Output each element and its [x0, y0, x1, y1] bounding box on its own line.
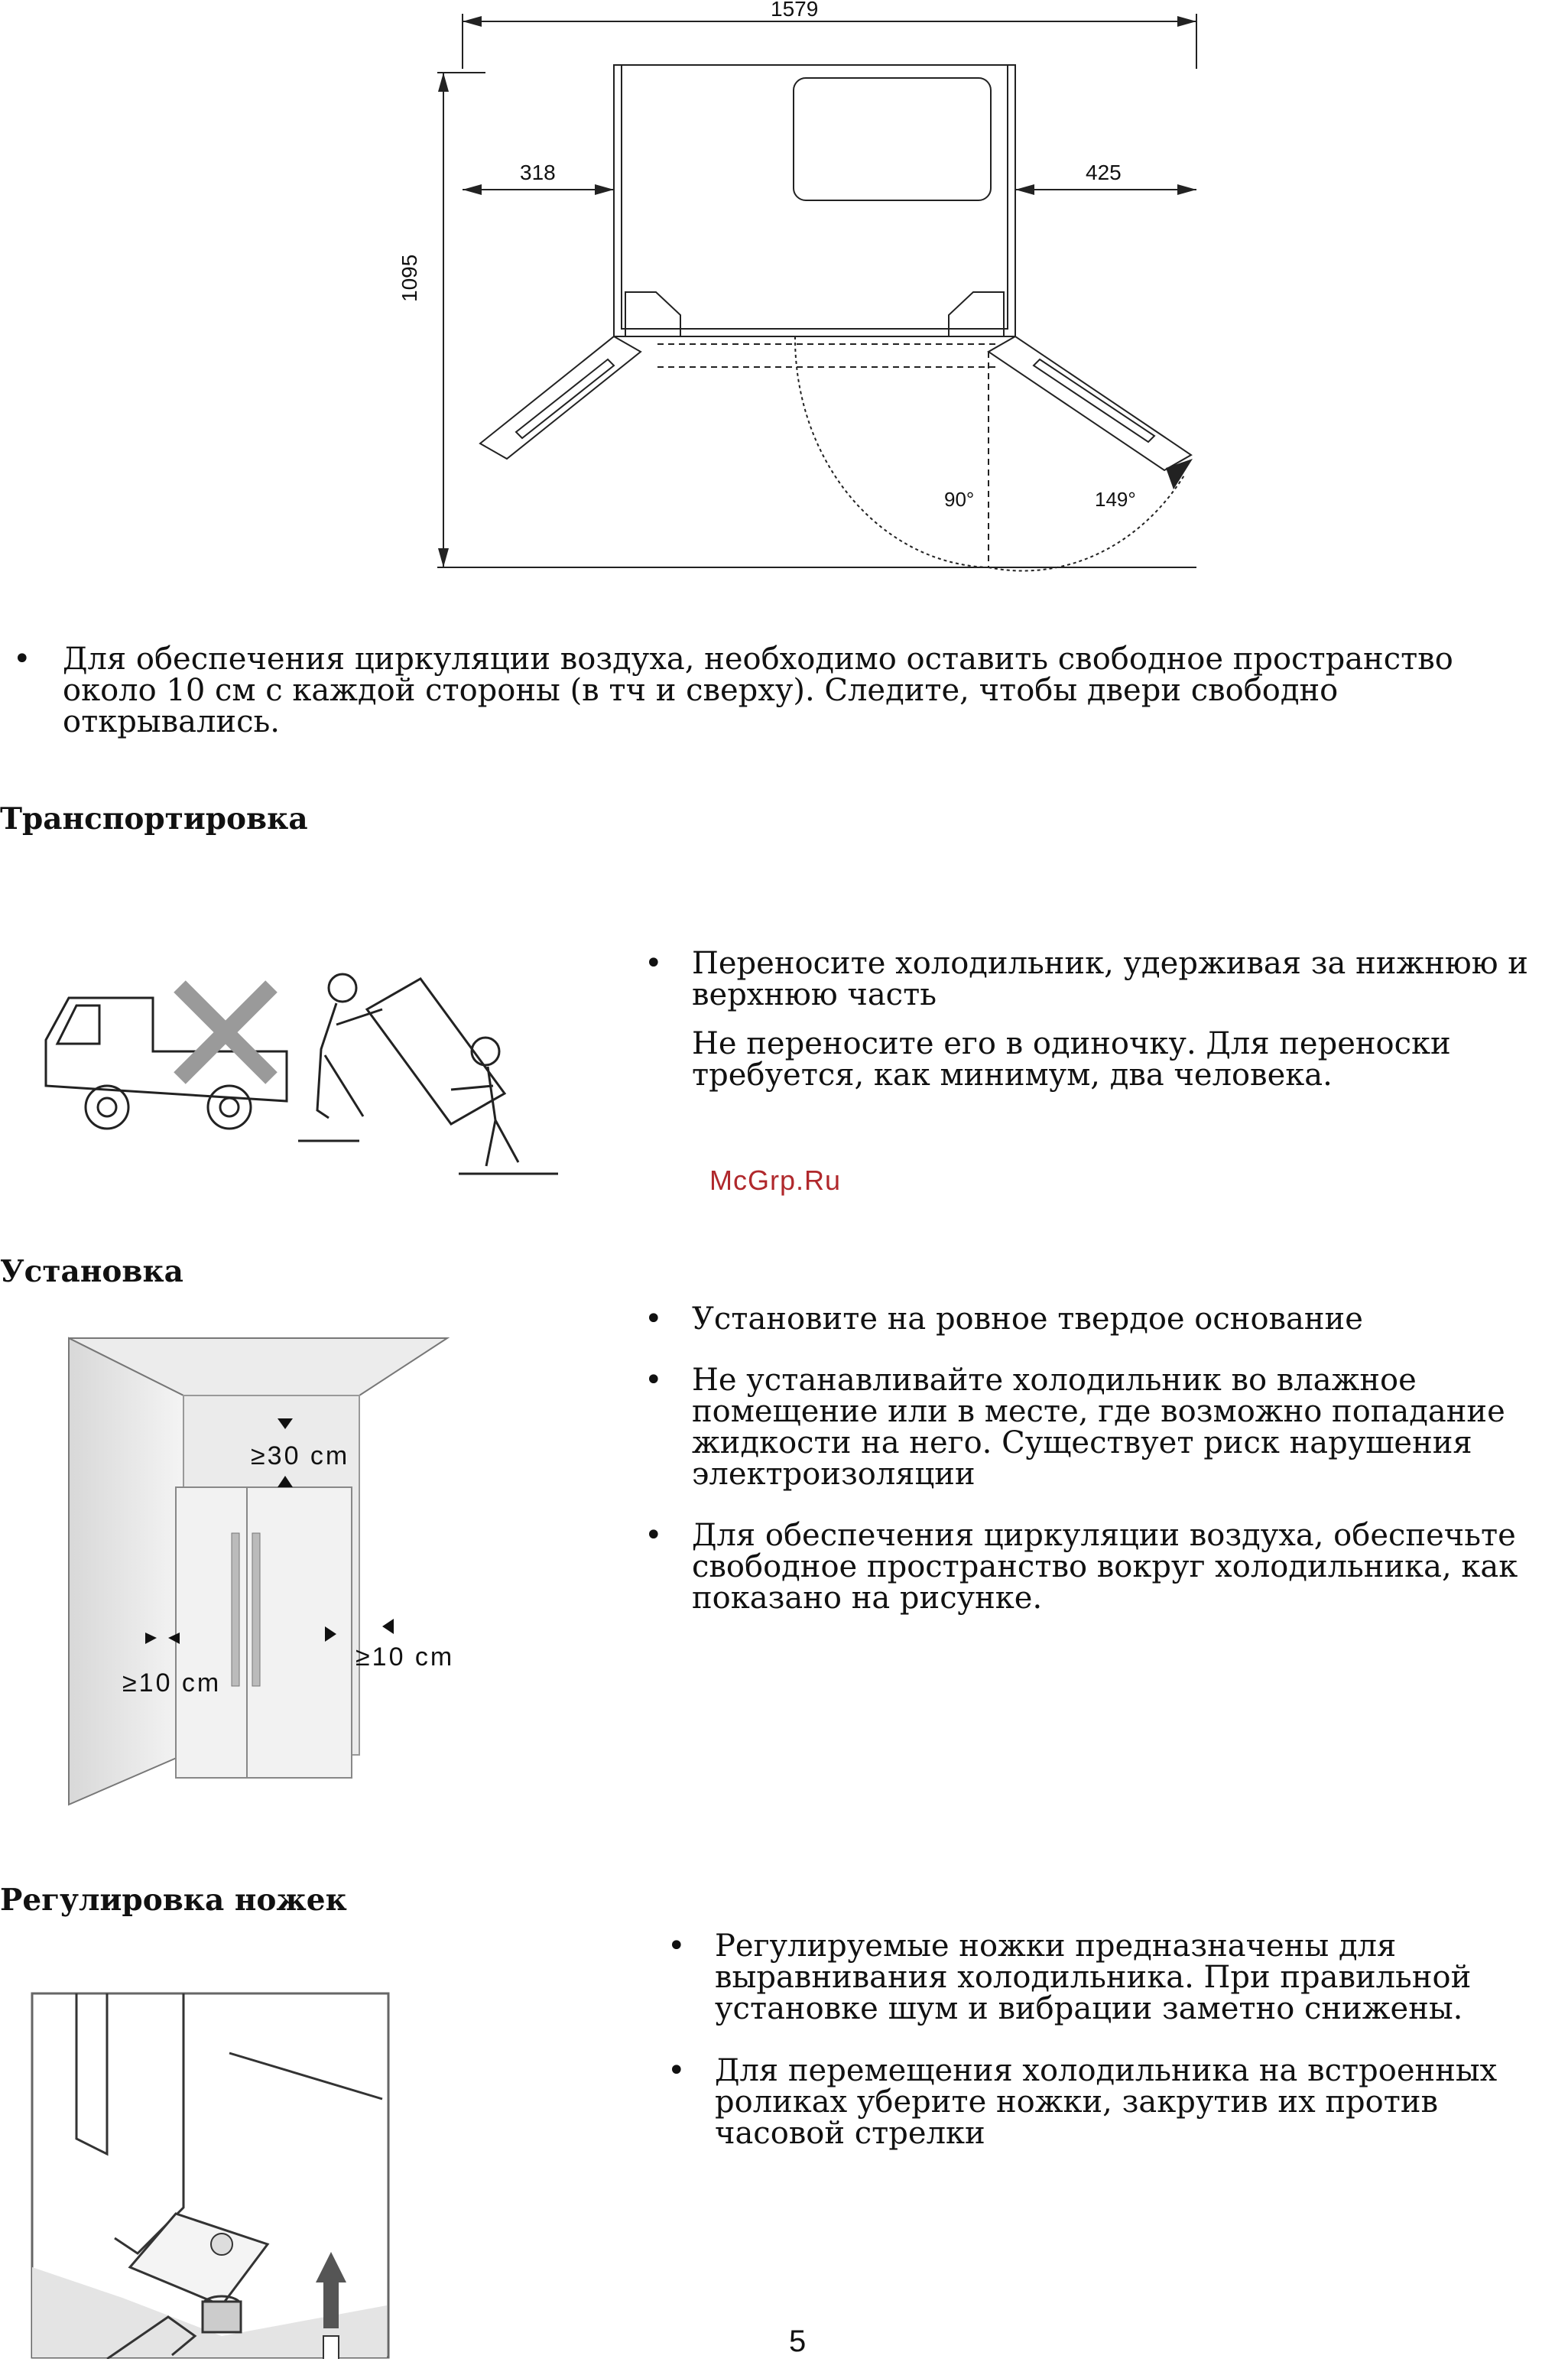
legs-heading: Регулировка ножек — [0, 1883, 347, 1918]
bullet-dot: • — [667, 1928, 686, 1964]
install-bullet-2 — [644, 1363, 1556, 1492]
intro-bullet-text: Для обеспечения циркуляции воздуха, необходимо оставить свободное пространство около 10 см с каждой стороны (в тч и сверху). Следите, чтобы двери свободно открывались. — [63, 642, 1453, 739]
transport-bullet-text: Переносите холодильник, удерживая за нижнюю и верхнюю часть — [692, 946, 1528, 1012]
bullet-dot: • — [13, 642, 31, 677]
legs-bullet-1 — [667, 1928, 1556, 2026]
install-heading: Установка — [0, 1254, 183, 1289]
bullet-dot: • — [667, 2053, 686, 2088]
angle-closed-label: 90° — [944, 488, 975, 511]
bullet-dot: • — [644, 946, 663, 981]
bullet-dot: • — [644, 1518, 663, 1553]
intro-bullet — [13, 642, 1553, 739]
install-clearance-illustration — [65, 1334, 463, 1808]
dim-left-clearance: 318 — [520, 161, 556, 184]
dim-depth: 1095 — [398, 254, 421, 302]
dim-right-clearance: 425 — [1086, 161, 1122, 184]
transport-bullet — [644, 946, 1556, 1012]
install-bullet-2-text: Не устанавливайте холодильник во влажное помещение или в месте, где возможно попадание жидкости на него. Существует риск нарушения электроизоляции — [692, 1363, 1505, 1492]
legs-bullet-2-text: Для перемещения холодильника на встроенных роликах уберите ножки, закрутив их против часовой стрелки — [715, 2053, 1498, 2151]
bullet-dot: • — [644, 1301, 663, 1337]
dim-total-width: 1579 — [771, 0, 819, 21]
install-bullet-3-text: Для обеспечения циркуляции воздуха, обеспечьте свободное пространство вокруг холодильника, как показано на рисунке. — [692, 1518, 1518, 1616]
legs-bullet-1-text: Регулируемые ножки предназначены для выравнивания холодильника. При правильной установке шум и вибрации заметно снижены. — [715, 1928, 1472, 2026]
legs-bullet-2 — [667, 2053, 1556, 2151]
install-bullet-1 — [644, 1301, 1556, 1337]
transport-heading: Транспортировка — [0, 801, 308, 837]
bullet-dot: • — [644, 1363, 663, 1398]
top-gap-label: ≥30 cm — [251, 1441, 350, 1470]
install-bullet-3 — [644, 1518, 1556, 1616]
install-bullet-1-text: Установите на ровное твердое основание — [692, 1301, 1363, 1337]
left-gap-label: ≥10 cm — [122, 1668, 222, 1698]
transport-note: Не переносите его в одиночку. Для переноски требуется, как минимум, два человека. — [692, 1026, 1451, 1093]
angle-open-label: 149° — [1095, 488, 1136, 511]
transport-illustration — [31, 948, 566, 1178]
right-gap-label: ≥10 cm — [355, 1642, 455, 1672]
watermark: McGrp.Ru — [709, 1165, 842, 1196]
page-number: 5 — [789, 2325, 807, 2358]
legs-adjust-illustration — [31, 1992, 390, 2359]
